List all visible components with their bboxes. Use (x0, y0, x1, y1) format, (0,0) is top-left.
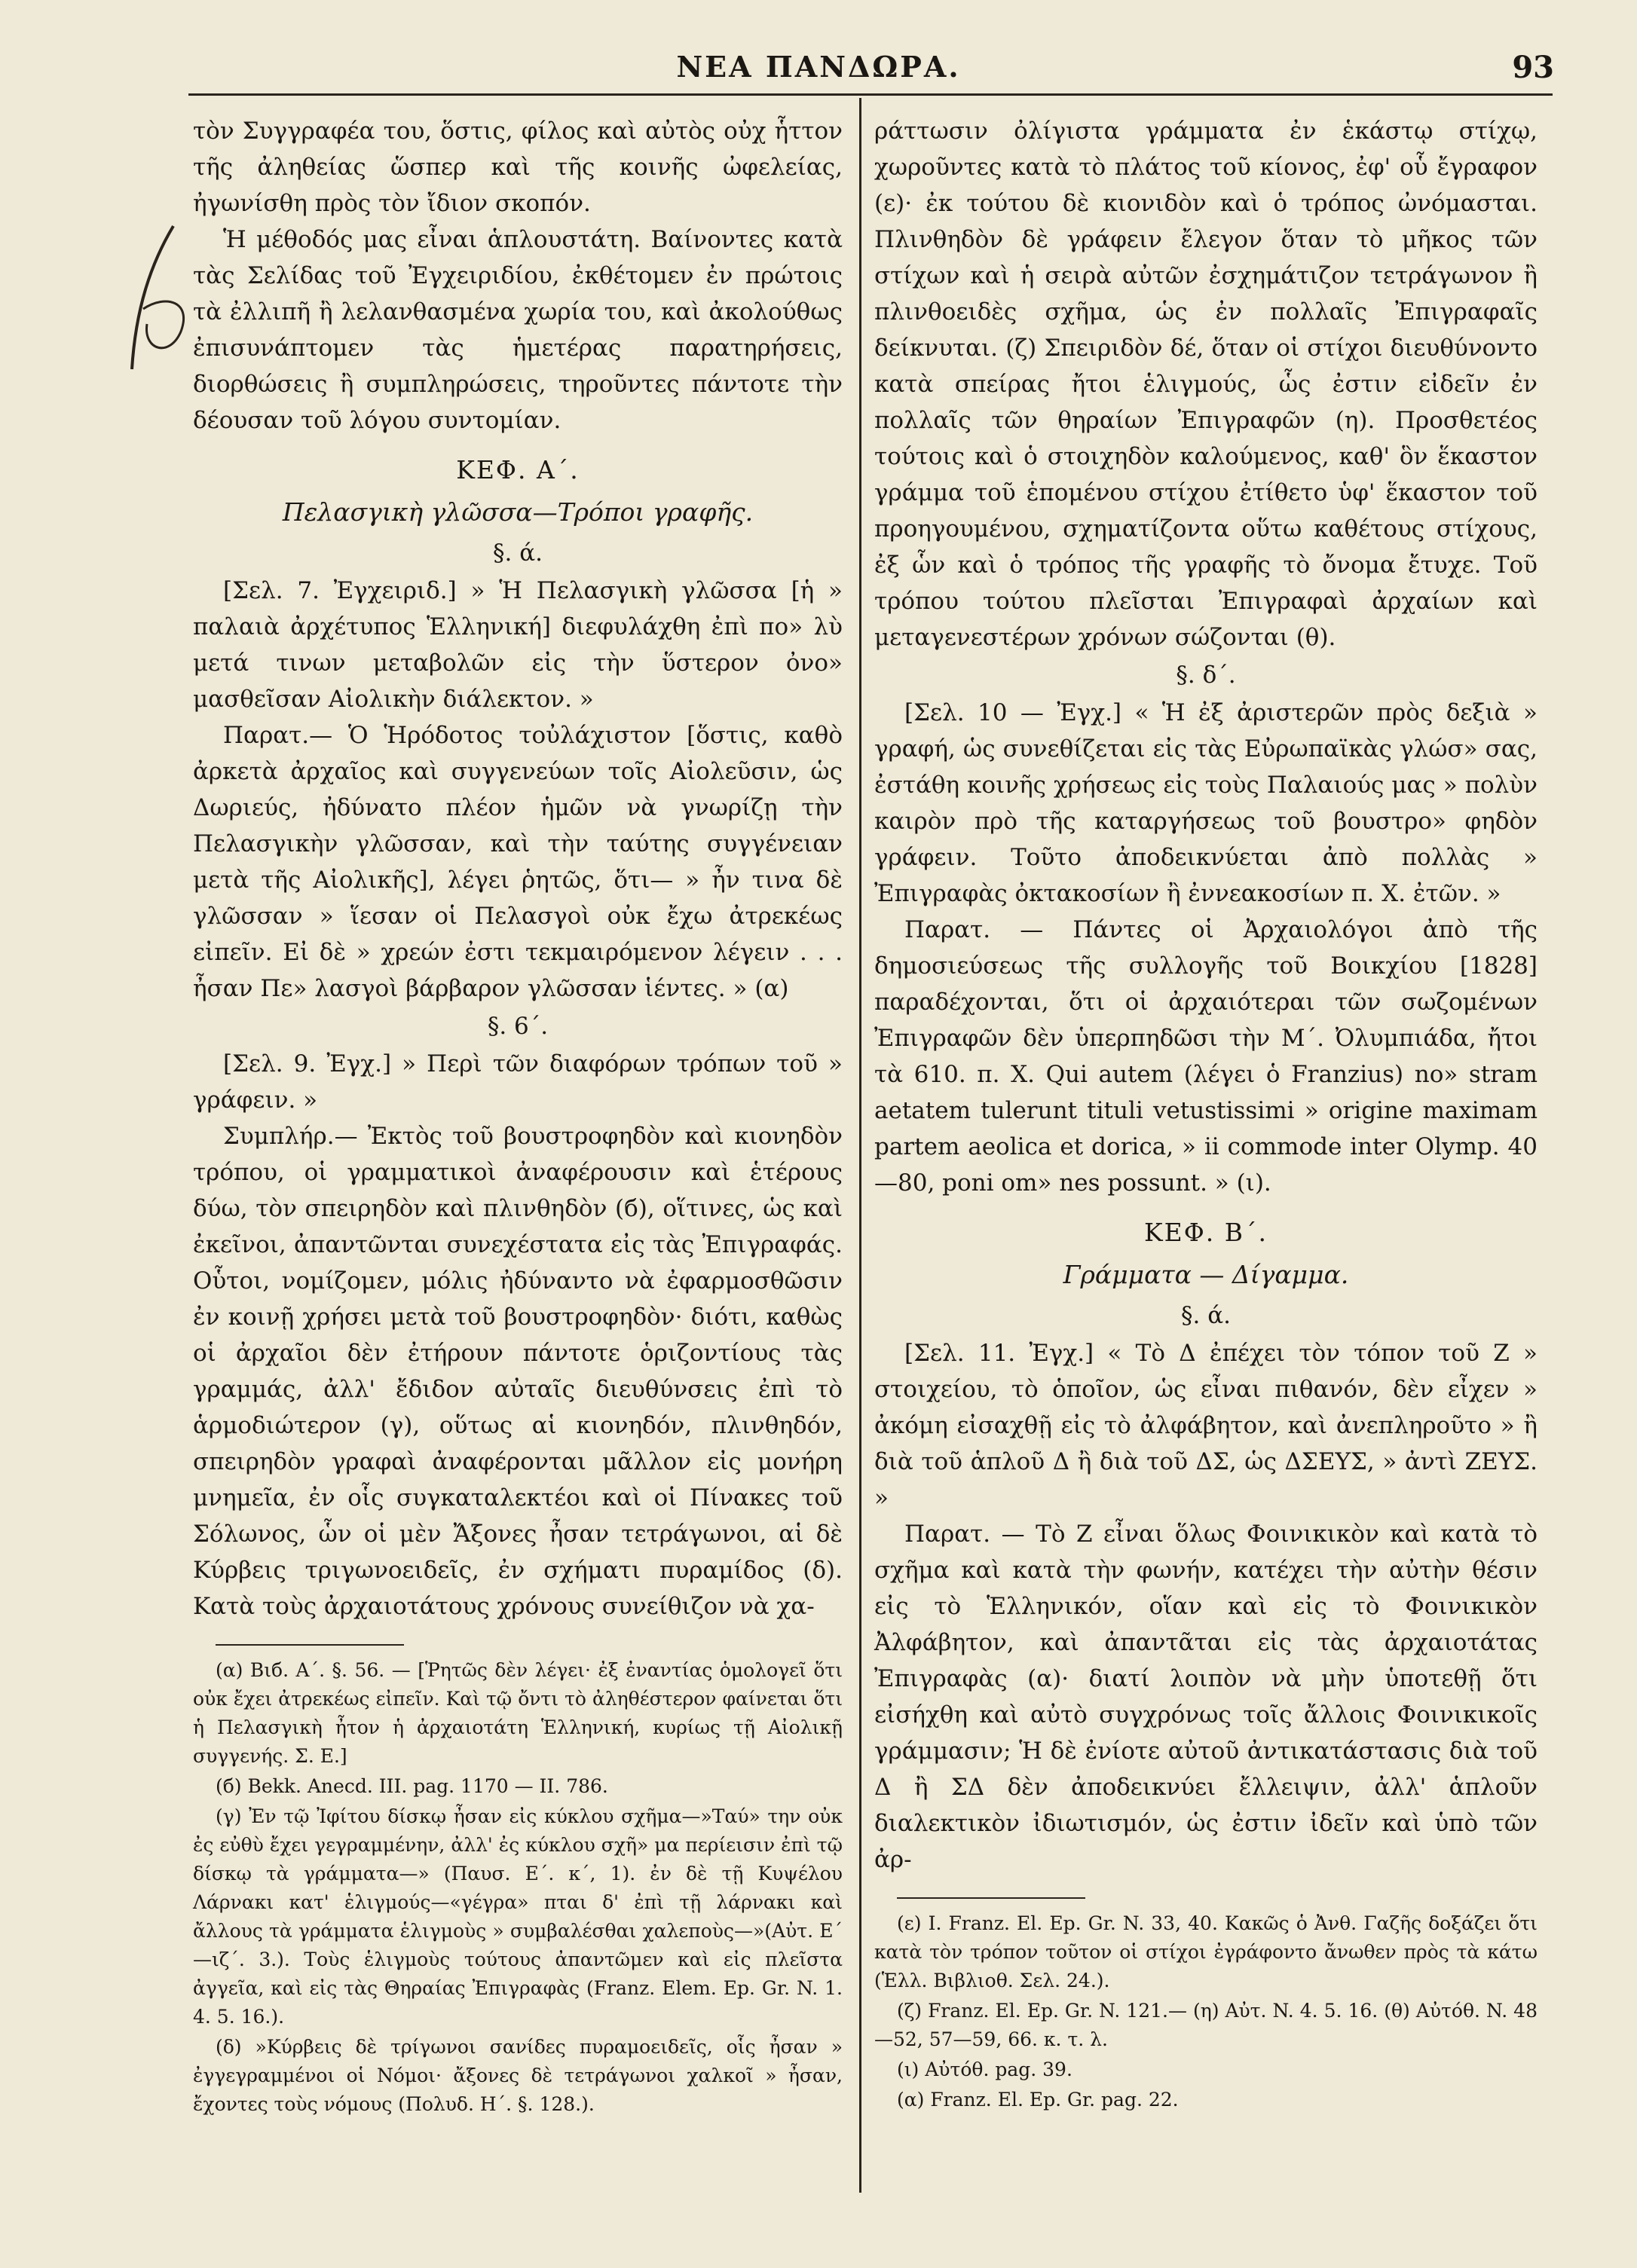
quoted-paragraph: [Σελ. 9. Ἐγχ.] » Περὶ τῶν διαφόρων τρόπων τοῦ » γράφειν. » (193, 1050, 843, 1114)
paragraph: Συμπλήρ.— Ἐκτὸς τοῦ βουστροφηδὸν καὶ κιονηδὸν τρόπου, οἱ γραμματικοὶ ἀναφέρουσιν καὶ ἑτέρους δύω, τὸν σπειρηδὸν καὶ πλινθηδὸν (б), οἵτινες, ὡς καὶ ἐκεῖνοι, ἀπαντῶνται συνεχέστατα εἰς τὰς Ἐπιγραφάς. Οὗτοι, νομίζομεν, μόλις ἠδύναντο νὰ ἐφαρμοσθῶσιν ἐν κοινῇ χρήσει μετὰ τοῦ βουστροφηδὸν· διότι, καθὼς οἱ ἀρχαῖοι δὲν ἐτήρουν πάντοτε ὁριζοντίους τὰς γραμμάς, ἀλλ' ἔδιδον αὐταῖς διευθύνσεις ἐπὶ τὸ ἁρμοδιώτερον (γ), οὕτως αἱ κιονηδόν, πλινθηδόν, σπειρηδὸν γραφαὶ ἀναφέρονται μᾶλλον εἰς μονήρη μνημεῖα, ἐν οἷς συγκαταλεκτέοι καὶ οἱ Πίνακες τοῦ Σόλωνος, ὧν οἱ μὲν Ἄξονες ἦσαν τετράγωνοι, αἱ δὲ Κύρβεις τριγωνοειδεῖς, ἐν σχήματι πυραμίδος (δ). Κατὰ τοὺς ἀρχαιοτάτους χρόνους συνείθιζον νὰ χα- (193, 1123, 843, 1620)
chapter-heading: ΚΕΦ. Α΄. (456, 455, 580, 484)
footnote: (ι) Αὐτόθ. pag. 39. (897, 2059, 1072, 2080)
paragraph: Παρατ.— Ὁ Ἡρόδοτος τοὐλάχιστον [ὅστις, καθὸ ἀρκετὰ ἀρχαῖος καὶ συγγενεύων τοῖς Αἰολεῦσιν, ὡς Δωριεύς, ἠδύνατο πλέον ἡμῶν νὰ γνωρίζῃ τὴν Πελασγικὴν γλῶσσαν, καὶ τὴν ταύτης συγγένειαν μετὰ τῆς Αἰολικῆς], λέγει ῥητῶς, ὅτι— » ἦν τινα δὲ γλῶσσαν » ἵεσαν οἱ Πελασγοὶ οὐκ ἔχω ἀτρεκέως εἰπεῖν. Εἰ δὲ » χρεών ἐστι τεκμαιρόμενον λέγειν . . . ἦσαν Πε» λασγοὶ βάρβαρον γλῶσσαν ἱέντες. » (α) (193, 722, 843, 1002)
right-footnotes (874, 1909, 1538, 2114)
section-mark: §. ά. (493, 539, 543, 567)
quoted-paragraph: [Σελ. 10 — Ἐγχ.] « Ἡ ἐξ ἀριστερῶν πρὸς δεξιὰ » γραφή, ὡς συνεθίζεται εἰς τὰς Εὐρωπαϊκὰς γλώσ» σας, ἐστάθη κοινῆς χρήσεως εἰς τοὺς Παλαιούς μας » πολὺν καιρὸν πρὸ τῆς καταργήσεως τοῦ βουστρο» φηδὸν γράφειν. Τοῦτο ἀποδεικνύεται ἀπὸ πολλὰς » Ἐπιγραφὰς ὀκτακοσίων ἢ ἐννεακοσίων π. Χ. ἐτῶν. » (874, 699, 1538, 907)
section-mark: §. ά. (1181, 1302, 1231, 1329)
paragraph: τὸν Συγγραφέα του, ὅστις, φίλος καὶ αὐτὸς οὐχ ἧττον τῆς ἀληθείας ὥσπερ καὶ τῆς κοινῆς ὠφελείας, ἠγωνίσθη πρὸς τὸν ἴδιον σκοπόν. (193, 118, 843, 217)
running-title: ΝΕΑ ΠΑΝΔΩΡΑ. (676, 50, 961, 84)
footnote: (ζ) Franz. El. Ep. Gr. N. 121.— (η) Αὐτ. N. 4. 5. 16. (θ) Αὐτόθ. N. 48—52, 57—59, 66. κ. τ. λ. (874, 2000, 1538, 2050)
handwritten-mark-icon (121, 219, 203, 384)
footnote: (ε) I. Franz. El. Ep. Gr. N. 33, 40. Κακῶς ὁ Ἀνθ. Γαζῆς δοξάζει ὅτι κατὰ τὸν τρόπον τοῦτον οἱ στίχοι ἐγράφοντο ἄνωθεν πρὸς τὰ κάτω (Ἑλλ. Βιβλιοθ. Σελ. 24.). (874, 1912, 1538, 1991)
chapter-subtitle: Πελασγικὴ γλῶσσα—Τρόποι γραφῆς. (282, 497, 754, 527)
footnote: (б) Bekk. Anecd. III. pag. 1170 — II. 786. (216, 1775, 608, 1797)
section-mark: §. δ΄. (1176, 662, 1236, 689)
footnote: (α) Franz. El. Ep. Gr. pag. 22. (897, 2089, 1179, 2111)
left-footnotes (193, 1656, 843, 2119)
chapter-subtitle: Γράμματα — Δίγαμμα. (1063, 1260, 1349, 1289)
footnote-rule (897, 1897, 1085, 1899)
header-rule (188, 93, 1553, 96)
left-column (193, 113, 843, 2120)
footnote: (δ) »Κύρβεις δὲ τρίγωνοι σανίδες πυραμοειδεῖς, οἷς ἦσαν » ἐγγεγραμμένοι οἱ Νόμοι· ἄξονες δὲ τετράγωνοι χαλκοῖ » ἦσαν, ἔχοντες τοὺς νόμους (Πολυδ. Η΄. §. 128.). (193, 2036, 843, 2115)
right-column (874, 113, 1538, 2116)
paragraph: Παρατ. — Τὸ Ζ εἶναι ὅλως Φοινικικὸν καὶ κατὰ τὸ σχῆμα καὶ κατὰ τὴν φωνήν, κατέχει τὴν αὐτὴν θέσιν εἰς τὸ Ἑλληνικόν, οἵαν καὶ εἰς τὸ Φοινικικὸν Ἀλφάβητον, καὶ ἀπαντᾶται εἰς τὰς ἀρχαιοτάτας Ἐπιγραφὰς (α)· διατί λοιπὸν νὰ μὴν ὑποτεθῇ ὅτι εἰσήχθη καὶ αὐτὸ συγχρόνως τοῖς ἄλλοις Φοινικικοῖς γράμμασιν; Ἡ δὲ ἐνίοτε αὐτοῦ ἀντικατάστασις διὰ τοῦ Δ ἢ ΣΔ δὲν ἀποδεικνύει ἔλλειψιν, ἀλλ' ἁπλοῦν διαλεκτικὸν ἰδιωτισμόν, ὡς ἐστιν ἰδεῖν καὶ ὑπὸ τῶν ἀρ- (874, 1521, 1538, 1873)
column-divider (859, 98, 861, 2193)
section-mark: §. 6΄. (487, 1013, 549, 1040)
footnote: (γ) Ἐν τῷ Ἰφίτου δίσκῳ ἦσαν εἰς κύκλου σχῆμα—»Ταύ» την οὐκ ἐς εὐθὺ ἔχει γεγραμμένην, ἀλλ' ἐς κύκλου σχῆ» μα περίεισιν ἐπὶ τῷ δίσκῳ τὰ γράμματα—» (Παυσ. Ε΄. κ΄, 1). ἐν δὲ τῇ Κυψέλου Λάρνακι κατ' ἑλιγμούς—«γέγρα» πται δ' ἐπὶ τῇ λάρνακι καὶ ἄλλους τὰ γράμματα ἑλιγμοὺς » συμβαλέσθαι χαλεποὺς—»(Αὐτ. Ε΄—ιζ΄. 3.). Τοὺς ἑλιγμοὺς τούτους ἀπαντῶμεν καὶ εἰς πλεῖστα ἀγγεῖα, καὶ εἰς τὰς Θηραίας Ἐπιγραφὰς (Franz. Elem. Ep. Gr. N. 1. 4. 5. 16.). (193, 1805, 843, 2028)
quoted-paragraph: [Σελ. 11. Ἐγχ.] « Τὸ Δ ἐπέχει τὸν τόπον τοῦ Ζ » στοιχείου, τὸ ὁποῖον, ὡς εἶναι πιθανόν, δὲν εἶχεν » ἀκόμη εἰσαχθῇ εἰς τὸ ἀλφάβητον, καὶ ἀνεπληροῦτο » ἢ διὰ τοῦ ἁπλοῦ Δ ἢ διὰ τοῦ ΔΣ, ὡς ΔΣΕΥΣ, » ἀντὶ ΖΕΥΣ. » (874, 1340, 1538, 1511)
quoted-paragraph: [Σελ. 7. Ἐγχειριδ.] » Ἡ Πελασγικὴ γλῶσσα [ἡ » παλαιὰ ἀρχέτυπος Ἑλληνική] διεφυλάχθη ἐπὶ πο» λὺ μετά τινων μεταβολῶν εἰς τὴν ὕστερον ὀνο» μασθεῖσαν Αἰολικὴν διάλεκτον. » (193, 577, 843, 713)
footnote: (α) Βιб. Α΄. §. 56. — [Ῥητῶς δὲν λέγει· ἐξ ἐναντίας ὁμολογεῖ ὅτι οὐκ ἔχει ἀτρεκέως εἰπεῖν. Καὶ τῷ ὄντι τὸ ἀληθέστερον φαίνεται ὅτι ἡ Πελασγικὴ ἦτον ἡ ἀρχαιοτάτη Ἑλληνική, κυρίως τῇ Αἰολικῇ συγγενής. Σ. Ε.] (193, 1659, 843, 1767)
paragraph: ράττωσιν ὀλίγιστα γράμματα ἐν ἑκάστῳ στίχῳ, χωροῦντες κατὰ τὸ πλάτος τοῦ κίονος, ἐφ' οὗ ἔγραφον (ε)· ἐκ τούτου δὲ κιονιδὸν καὶ ὁ τρόπος ὠνόμασται. Πλινθηδὸν δὲ γράφειν ἔλεγον ὅταν τὸ μῆκος τῶν στίχων καὶ ἡ σειρὰ αὐτῶν ἐσχημάτιζον τετράγωνον ἢ πλινθοειδὲς σχῆμα, ὡς ἐν πολλαῖς Ἐπιγραφαῖς δείκνυται. (ζ) Σπειριδὸν δέ, ὅταν οἱ στίχοι διευθύνοντο κατὰ σπείρας ἤτοι ἑλιγμούς, ὧς ἐστιν εἰδεῖν ἐν πολλαῖς τῶν θηραίων Ἐπιγραφῶν (η). Προσθετέος τούτοις καὶ ὁ στοιχηδὸν καλούμενος, καθ' ὃν ἕκαστον γράμμα τοῦ ἑπομένου στίχου ἐτίθετο ὑφ' ἕκαστον τοῦ προηγουμένου, σχηματίζοντα οὕτω καθέτους στίχους, ἐξ ὧν καὶ ὁ τρόπος τῆς γραφῆς τὸ ὄνομα ἔτυχε. Τοῦ τρόπου τούτου πλεῖσται Ἐπιγραφαὶ ἀρχαίων καὶ μεταγενεστέρων χρόνων σώζονται (θ). (874, 118, 1538, 651)
chapter-heading: ΚΕΦ. Β΄. (1143, 1218, 1268, 1247)
paragraph: Ἡ μέθοδός μας εἶναι ἁπλουστάτη. Βαίνοντες κατὰ τὰς Σελίδας τοῦ Ἐγχειριδίου, ἐκθέτομεν ἐν πρώτοις τὰ ἐλλιπῆ ἢ λελανθασμένα χωρία του, καὶ ἀκολούθως ἐπισυνάπτομεν τὰς ἡμετέρας παρατηρήσεις, διορθώσεις ἢ συμπληρώσεις, τηροῦντες πάντοτε τὴν δέουσαν τοῦ λόγου συντομίαν. (193, 226, 843, 434)
page-number: 93 (1512, 50, 1554, 85)
footnote-rule (216, 1644, 404, 1646)
paragraph: Παρατ. — Πάντες οἱ Ἀρχαιολόγοι ἀπὸ τῆς δημοσιεύσεως τῆς συλλογῆς τοῦ Βοικχίου [1828] παραδέχονται, ὅτι οἱ ἀρχαιότεραι τῶν σωζομένων Ἐπιγραφῶν δὲν ὑπερπηδῶσι τὴν Μ΄. Ὀλυμπιάδα, ἤτοι τὰ 610. π. Χ. Qui autem (λέγει ὁ Franzius) no» stram aetatem tulerunt tituli vetustissimi » origine maximam partem aeolica et dorica, » ii commode inter Olymp. 40—80, poni om» nes possunt. » (ι). (874, 916, 1538, 1197)
